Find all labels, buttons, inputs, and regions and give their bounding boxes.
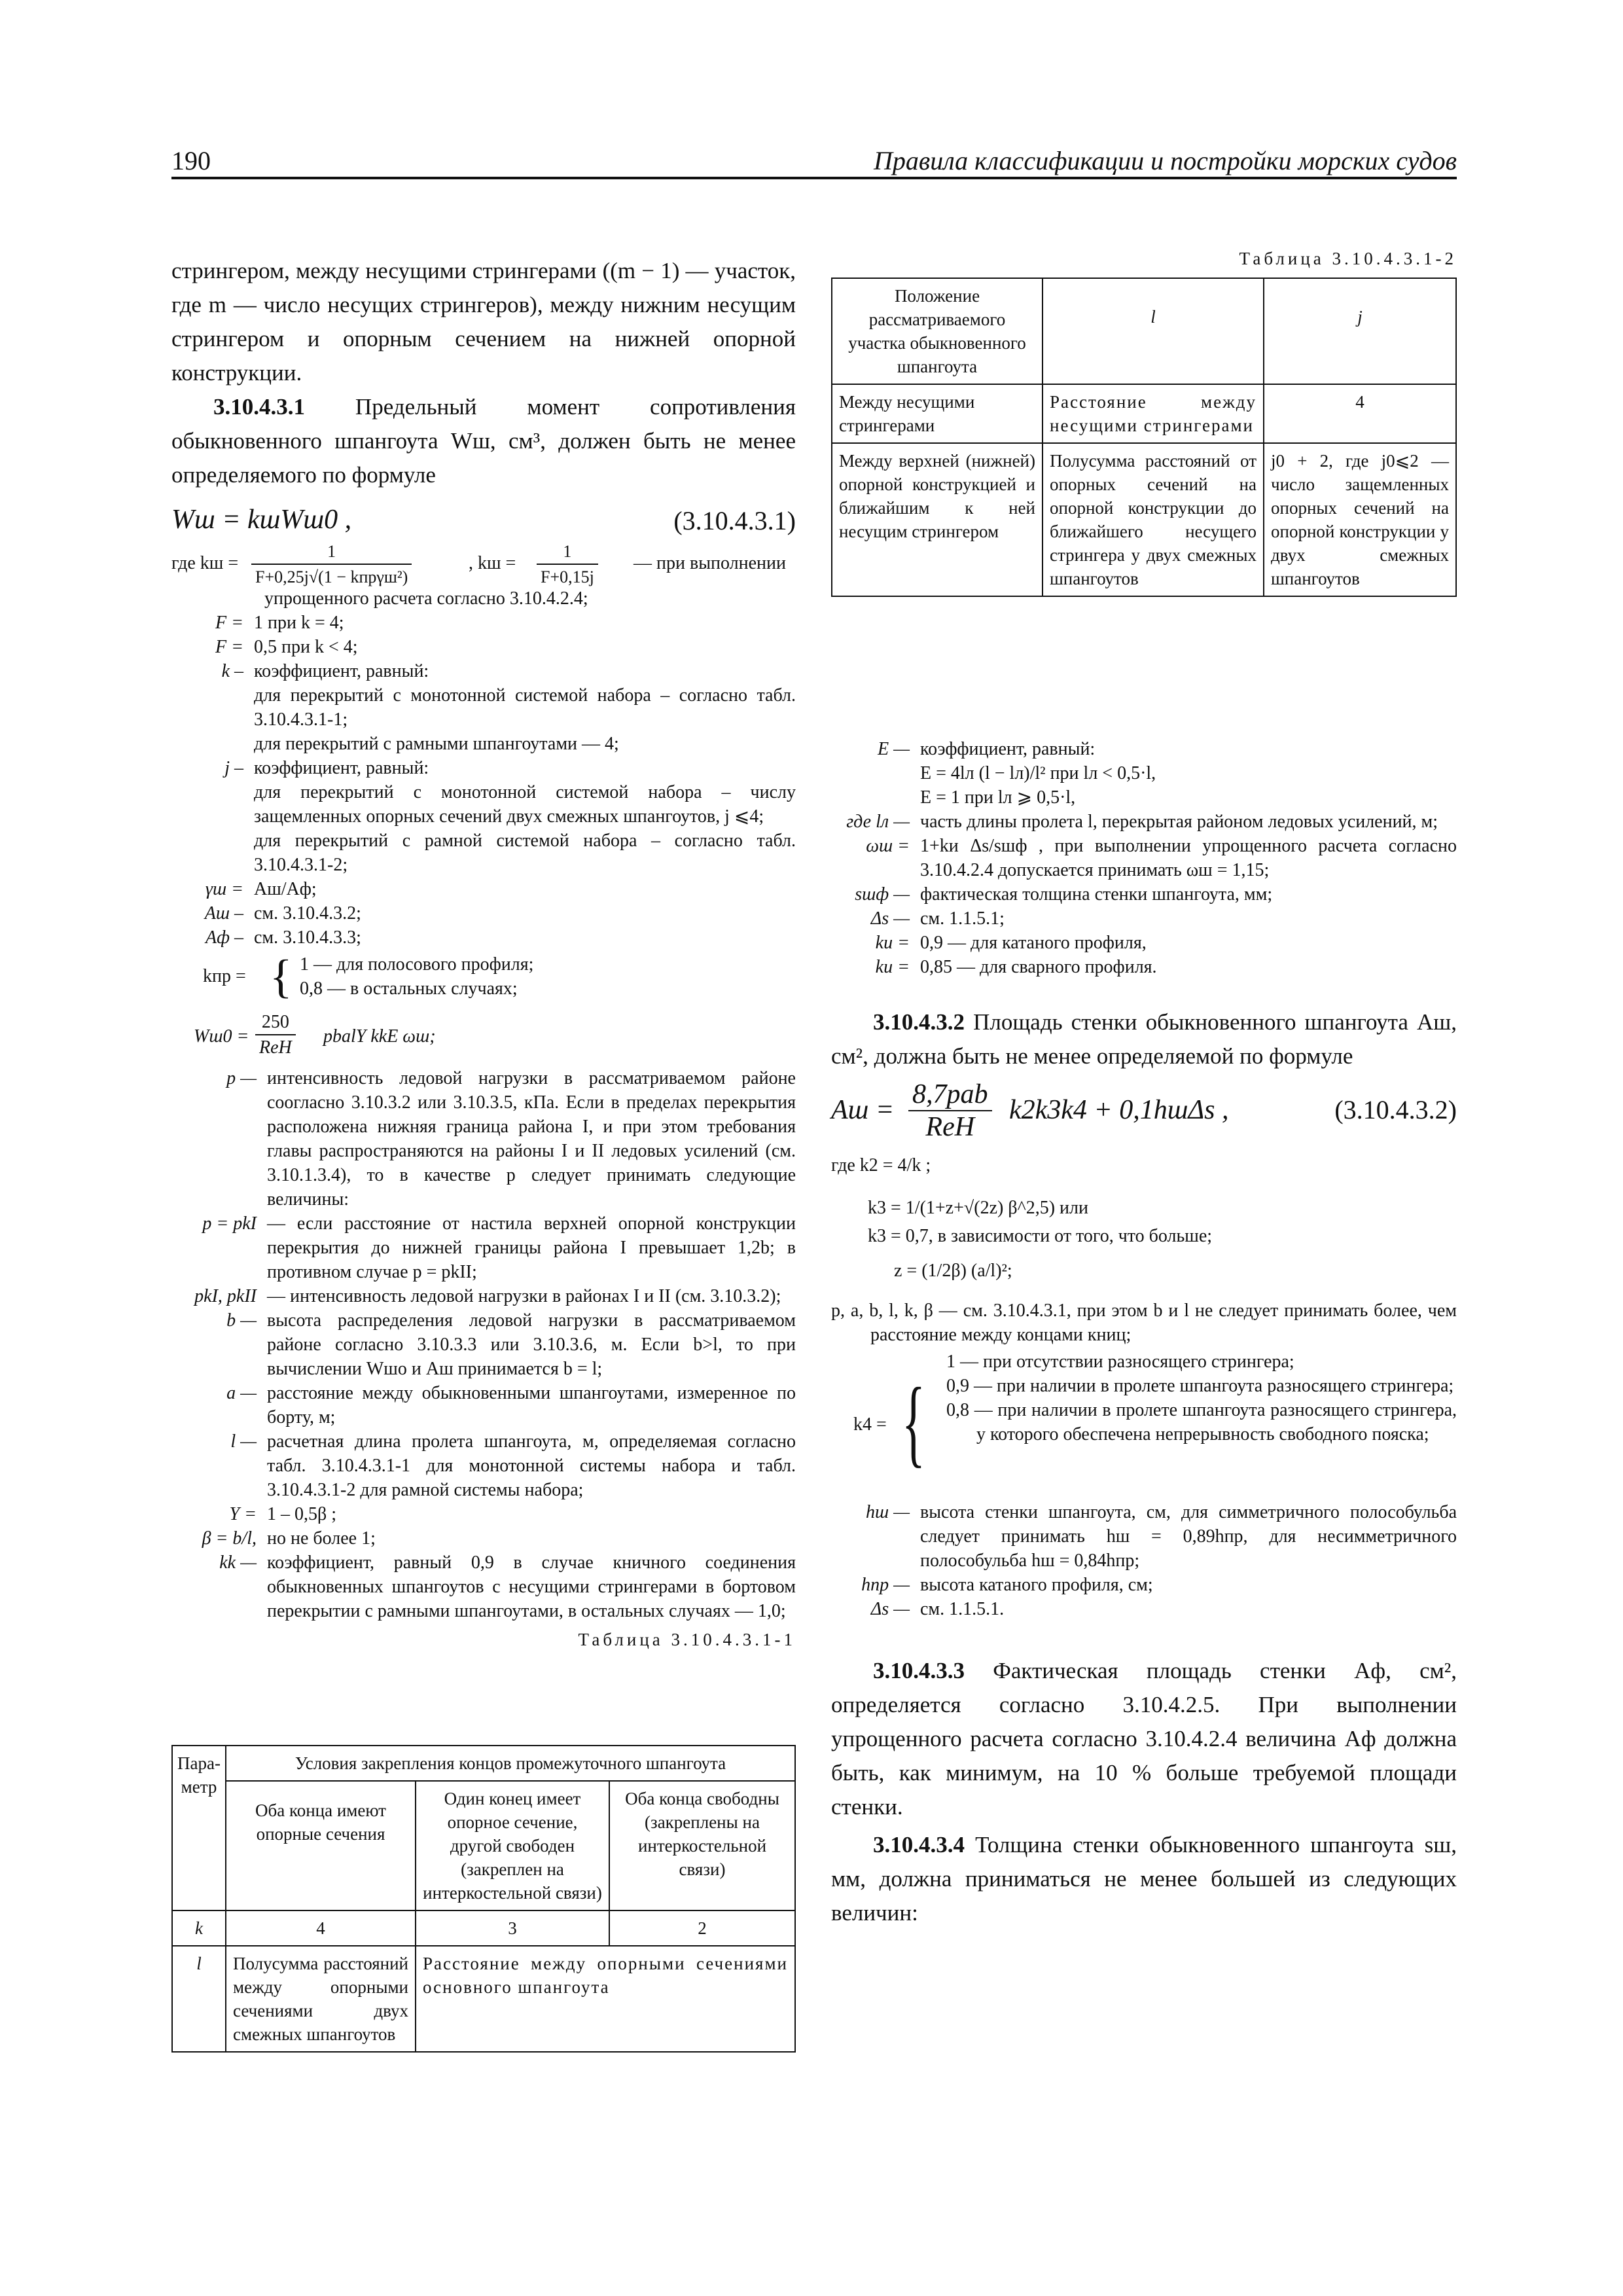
table1-subheader-1: Оба конца имеют опорные сечения bbox=[226, 1781, 416, 1910]
definition-label: b — bbox=[226, 1310, 257, 1331]
definition-item bbox=[171, 829, 796, 877]
formula-2 bbox=[831, 1077, 1457, 1149]
table1-group-header: Условия закрепления концов промежуточного шпангоута bbox=[226, 1746, 795, 1781]
definition-text: коэффициент, равный: bbox=[920, 739, 1096, 759]
definition-text: часть длины пролета l, перекрытая районом ледовых усилений, м; bbox=[920, 812, 1438, 832]
definition-text: 0,85 — для сварного профиля. bbox=[920, 957, 1157, 977]
definition-item bbox=[831, 834, 1457, 882]
kpr-case-2: 0,8 — в остальных случаях; bbox=[300, 978, 518, 999]
formula-1 bbox=[171, 500, 796, 542]
definition-text: см. 1.1.5.1. bbox=[920, 1599, 1005, 1619]
formula-1-expression: Wш = kшWш0 , bbox=[171, 505, 352, 535]
definition-item bbox=[171, 732, 796, 756]
definition-item bbox=[171, 1284, 796, 1308]
definition-label: Δs — bbox=[870, 908, 910, 929]
definition-text: для перекрытий с рамной системой набора – согласно табл. 3.10.4.3.1-2; bbox=[254, 831, 796, 875]
definition-label: a — bbox=[226, 1383, 257, 1403]
section-number: 3.10.4.3.3 bbox=[873, 1658, 965, 1683]
table1-cell: 3 bbox=[416, 1910, 609, 1946]
definition-text: расчетная длина пролета шпангоута, м, определяемая согласно табл. 3.10.4.3.1-1 для монотонной системы набора и табл. 3.10.4.3.1-2 для рамной системы набора; bbox=[267, 1431, 796, 1500]
definition-item bbox=[171, 611, 796, 635]
k4-definition: k4 = { 1 — при отсутствии разносящего стрингера; 0,9 — при наличии в пролете шпангоута разносящего стрингера; 0,8 — при наличии в пролете шпангоута разносящего стрингера, у которого обеспечена непрерывность свободного пояска; bbox=[831, 1350, 1457, 1500]
k-tail: — при выполнении bbox=[633, 553, 786, 573]
definition-label: sшф — bbox=[855, 884, 910, 905]
definition-label: Aф – bbox=[205, 927, 243, 948]
definition-label: kk — bbox=[219, 1552, 257, 1573]
table2-cell: Между несущими стрингерами bbox=[832, 384, 1043, 443]
table1-caption: Таблица 3.10.4.3.1-1 bbox=[578, 1630, 796, 1649]
definition-text: для перекрытий с монотонной системой набора – согласно табл. 3.10.4.3.1-1; bbox=[254, 685, 796, 730]
pab-line: p, a, b, l, k, β — см. 3.10.4.3.1, при этом b и l не следует принимать более, чем расстояние между концами книц; bbox=[831, 1300, 1457, 1345]
definition-item bbox=[171, 1066, 796, 1211]
table1-param-header: Пара-метр bbox=[172, 1746, 226, 1910]
definition-item bbox=[171, 1381, 796, 1429]
definition-item bbox=[171, 901, 796, 925]
definition-item bbox=[171, 1429, 796, 1502]
table1-subheader-2: Один конец имеет опорное сечение, другой свободен (закреплен на интеркостельной связи) bbox=[416, 1781, 609, 1910]
definition-text: 0,9 — для катаного профиля, bbox=[920, 933, 1147, 953]
definition-label: где lл — bbox=[846, 812, 910, 832]
table2-cell: 4 bbox=[1264, 384, 1456, 443]
definition-text: расстояние между обыкновенными шпангоутами, измеренное по борту, м; bbox=[267, 1383, 796, 1427]
definition-text: — если расстояние от настила верхней опорной конструкции перекрытия до нижней границы района I превышает 1,2b; в противном случае p = pkII; bbox=[267, 1213, 796, 1282]
k-fraction-1: 1 F+0,25j√(1 − kпрγш²) bbox=[251, 539, 412, 589]
definition-item bbox=[831, 785, 1457, 810]
definition-text: коэффициент, равный: bbox=[254, 758, 429, 778]
definitions-a bbox=[171, 611, 796, 950]
definition-item bbox=[171, 1526, 796, 1551]
definition-text: интенсивность ледовой нагрузки в рассматриваемом районе соогласно 3.10.3.2 или 3.10.3.5, кПа. Если в пределах перекрытия расположена нижняя граница района I, и при этом требования главы распространяются на районы I и II ледовых усилений (см. 3.10.1.3.4), то в качестве p следует принимать следующие величины: bbox=[267, 1068, 796, 1210]
definition-label: j – bbox=[224, 758, 243, 778]
formula-1-number: (3.10.4.3.1) bbox=[673, 506, 796, 535]
definition-item bbox=[171, 683, 796, 732]
definition-text: высота распределения ледовой нагрузки в рассматриваемом районе согласно 3.10.3.3 или 3.10.3.6, м. Если b>l, то при вычислении Wшо и Aш принимается b = l; bbox=[267, 1310, 796, 1379]
intro-paragraph: стрингером, между несущими стрингерами ((m − 1) — участок, где m — число несущих стрингеров), между нижним несущим стрингером и опорным сечением на нижней опорной конструкции. bbox=[171, 258, 796, 386]
table1-subheader-3: Оба конца свободны (закреплены на интеркостельной связи) bbox=[609, 1781, 795, 1910]
definition-item bbox=[171, 635, 796, 659]
table1-row-k-label: k bbox=[172, 1910, 226, 1946]
k-label: где kш = bbox=[171, 553, 239, 573]
definition-item bbox=[831, 1597, 1457, 1621]
definition-label: k – bbox=[221, 661, 243, 681]
definition-text: 1 при k = 4; bbox=[254, 613, 344, 633]
table1-cell: Расстояние между опорными сечениями основного шпангоута bbox=[416, 1946, 795, 2052]
definition-text: 1+kи Δs/sшф , при выполнении упрощенного расчета согласно 3.10.4.2.4 допускается принимать ωш = 1,15; bbox=[920, 836, 1457, 880]
table2-header-position: Положение рассматриваемого участка обыкновенного шпангоута bbox=[832, 278, 1043, 384]
definition-label: F = bbox=[215, 613, 243, 633]
section-3-10-4-3-4 bbox=[831, 1828, 1457, 1930]
definition-item bbox=[171, 925, 796, 950]
kpr-label: kпр = bbox=[203, 966, 246, 986]
definitions-d bbox=[831, 1500, 1457, 1621]
section-number: 3.10.4.3.2 bbox=[873, 1009, 965, 1035]
definition-item bbox=[171, 1502, 796, 1526]
k3-line-2: k3 = 0,7, в зависимости от того, что больше; bbox=[868, 1226, 1213, 1246]
table2-cell: Расстояние между несущими стрингерами bbox=[1043, 384, 1264, 443]
definition-item bbox=[831, 955, 1457, 979]
section-number: 3.10.4.3.4 bbox=[873, 1832, 965, 1857]
definition-text: E = 4lл (l − lл)/l² при lл < 0,5·l, bbox=[920, 763, 1156, 783]
definition-label: E — bbox=[878, 739, 910, 759]
w0-fraction: 250 ReH bbox=[255, 1010, 296, 1060]
formula-2-rhs: k2k3k4 + 0,1hшΔs , bbox=[1009, 1095, 1229, 1125]
table2-cell: Полусумма расстояний от опорных сечений на опорной конструкции до ближайшего несущего стрингера у двух смежных шпангоутов bbox=[1043, 443, 1264, 596]
k4-cases bbox=[946, 1350, 1457, 1446]
k-fraction-2: $\frac{1}{F+0,15j}$ bbox=[537, 539, 598, 589]
table2-header-j: j bbox=[1264, 278, 1456, 384]
definition-item bbox=[171, 1211, 796, 1284]
table-3-10-4-3-1-1 bbox=[171, 1745, 796, 2053]
k-mid: , kш = bbox=[469, 553, 516, 573]
definition-item bbox=[171, 1551, 796, 1623]
header-rule bbox=[171, 177, 1457, 179]
definition-text: коэффициент, равный: bbox=[254, 661, 429, 681]
definition-item bbox=[831, 1500, 1457, 1573]
formula-2-fraction: 8,7pab ReH bbox=[908, 1079, 992, 1143]
definition-label: p — bbox=[226, 1068, 257, 1088]
formula-2-lhs: Aш = bbox=[831, 1095, 895, 1125]
definitions-c bbox=[831, 737, 1457, 979]
section-3-10-4-3-1 bbox=[171, 390, 796, 492]
definition-item bbox=[171, 780, 796, 829]
definition-item bbox=[831, 1573, 1457, 1597]
definition-text: — интенсивность ледовой нагрузки в районах I и II (см. 3.10.3.2); bbox=[267, 1286, 781, 1306]
definition-label: hпр — bbox=[861, 1575, 910, 1595]
running-title: Правила классификации и постройки морских судов bbox=[873, 146, 1457, 175]
k4-case-3: 0,8 — при наличии в пролете шпангоута разносящего стрингера, у которого обеспечена непрерывность свободного пояска; bbox=[946, 1400, 1457, 1444]
k3-line-1: k3 = 1/(1+z+√(2z) β^2,5) или bbox=[868, 1198, 1088, 1218]
definition-label: Y = bbox=[229, 1504, 257, 1524]
definition-label: l — bbox=[230, 1431, 257, 1452]
kpr-definition: kпр = { 1 — для полосового профиля; 0,8 — в остальных случаях; bbox=[203, 950, 534, 1003]
definition-item bbox=[171, 877, 796, 901]
definition-label: ωш = bbox=[866, 836, 910, 856]
section-3-10-4-3-3 bbox=[831, 1654, 1457, 1824]
definition-item bbox=[171, 659, 796, 683]
table-3-10-4-3-1-2 bbox=[831, 278, 1457, 597]
definition-label: Δs — bbox=[870, 1599, 910, 1619]
right-column bbox=[831, 737, 1457, 1930]
k-definition bbox=[171, 542, 796, 586]
definition-item bbox=[831, 931, 1457, 955]
definition-text: коэффициент, равный 0,9 в случае кничного соединения обыкновенных шпангоутов с несущими стрингерами в бортовом перекрытии с рамными шпангоутами, в остальных случаях — 1,0; bbox=[267, 1552, 796, 1621]
definition-text: см. 1.1.5.1; bbox=[920, 908, 1005, 929]
definition-item bbox=[831, 882, 1457, 906]
k2-line: где k2 = 4/k ; bbox=[831, 1155, 931, 1175]
definition-label: p = pkI bbox=[202, 1213, 257, 1234]
definition-label: F = bbox=[215, 637, 243, 657]
definition-label: kи = bbox=[875, 933, 910, 953]
definition-text: см. 3.10.4.3.2; bbox=[254, 903, 361, 924]
table1-row-l-label: l bbox=[172, 1946, 226, 2052]
table1-cell: 2 bbox=[609, 1910, 795, 1946]
definition-text: Aш/Aф; bbox=[254, 879, 317, 899]
definition-item bbox=[831, 810, 1457, 834]
definition-item bbox=[831, 761, 1457, 785]
section-3-10-4-3-2 bbox=[831, 1005, 1457, 1073]
k-tail-2: упрощенного расчета согласно 3.10.4.2.4; bbox=[264, 588, 588, 609]
definition-text: но не более 1; bbox=[267, 1528, 376, 1549]
k4-case-2: 0,9 — при наличии в пролете шпангоута разносящего стрингера; bbox=[946, 1376, 1454, 1396]
definition-label: kи = bbox=[875, 957, 910, 977]
section-text: Толщина стенки обыкновенного шпангоута sш, мм, должна приниматься не менее большей из следующих величин: bbox=[831, 1832, 1457, 1926]
definition-text: фактическая толщина стенки шпангоута, мм; bbox=[920, 884, 1273, 905]
definition-text: высота стенки шпангоута, см, для симметричного полособульба следует принимать hш = 0,89hпр, для несимметричного полособульба hш = 0,84hпр; bbox=[920, 1502, 1457, 1571]
definition-text: для перекрытий с монотонной системой набора – числу защемленных опорных сечений двух смежных шпангоутов, j ⩽4; bbox=[254, 782, 796, 827]
section-number: 3.10.4.3.1 bbox=[213, 394, 305, 420]
table2-caption: Таблица 3.10.4.3.1-2 bbox=[1239, 249, 1457, 268]
left-column bbox=[171, 254, 796, 1650]
table2-cell: j0 + 2, где j0⩽2 — число защемленных опорных сечений на опорной конструкции у двух смежных шпангоутов bbox=[1264, 443, 1456, 596]
definition-label: β = b/l, bbox=[202, 1528, 257, 1549]
definitions-b bbox=[171, 1066, 796, 1623]
formula-2-number: (3.10.4.3.2) bbox=[1334, 1095, 1457, 1124]
w0-definition bbox=[171, 1010, 796, 1066]
definition-text: для перекрытий с рамными шпангоутами — 4; bbox=[254, 734, 619, 754]
table2-cell: Между верхней (нижней) опорной конструкцией и ближайшим к ней несущим стрингером bbox=[832, 443, 1043, 596]
page-number: 190 bbox=[171, 146, 211, 175]
definition-label: pkI, pkII bbox=[194, 1286, 257, 1306]
table1-cell: Полусумма расстояний между опорными сечениями двух смежных шпангоутов bbox=[226, 1946, 416, 2052]
table2-header-l: l bbox=[1043, 278, 1264, 384]
definition-text: E = 1 при lл ⩾ 0,5·l, bbox=[920, 787, 1076, 808]
definition-text: 1 – 0,5β ; bbox=[267, 1504, 337, 1524]
definition-item bbox=[831, 906, 1457, 931]
definition-label: γш = bbox=[205, 879, 243, 899]
definition-item bbox=[171, 1308, 796, 1381]
section-text: Предельный момент сопротивления обыкновенного шпангоута Wш, см³, должен быть не менее определяемого по формуле bbox=[171, 394, 796, 488]
section-text: Площадь стенки обыкновенного шпангоута Aш, см², должна быть не менее определяемой по формуле bbox=[831, 1009, 1457, 1069]
w0-tail: pbalY kkE ωш; bbox=[323, 1026, 436, 1047]
definition-text: высота катаного профиля, см; bbox=[920, 1575, 1153, 1595]
definition-item bbox=[171, 756, 796, 780]
w0-label: Wш0 = bbox=[194, 1026, 249, 1047]
definition-text: 0,5 при k < 4; bbox=[254, 637, 358, 657]
section-text: Фактическая площадь стенки Aф, см², определяется согласно 3.10.4.2.5. При выполнении упрощенного расчета согласно 3.10.4.2.4 величина Aф должна быть, как минимум, на 10 % больше требуемой площади стенки. bbox=[831, 1658, 1457, 1820]
k4-case-1: 1 — при отсутствии разносящего стрингера; bbox=[946, 1352, 1294, 1372]
definition-item bbox=[831, 737, 1457, 761]
definition-label: Aш – bbox=[204, 903, 243, 924]
k4-label: k4 = bbox=[853, 1414, 887, 1435]
kpr-case-1: 1 — для полосового профиля; bbox=[300, 954, 534, 975]
z-line: z = (1/2β) (a/l)²; bbox=[894, 1261, 1012, 1281]
table1-cell: 4 bbox=[226, 1910, 416, 1946]
definition-label: hш — bbox=[865, 1502, 910, 1522]
definition-text: см. 3.10.4.3.3; bbox=[254, 927, 361, 948]
